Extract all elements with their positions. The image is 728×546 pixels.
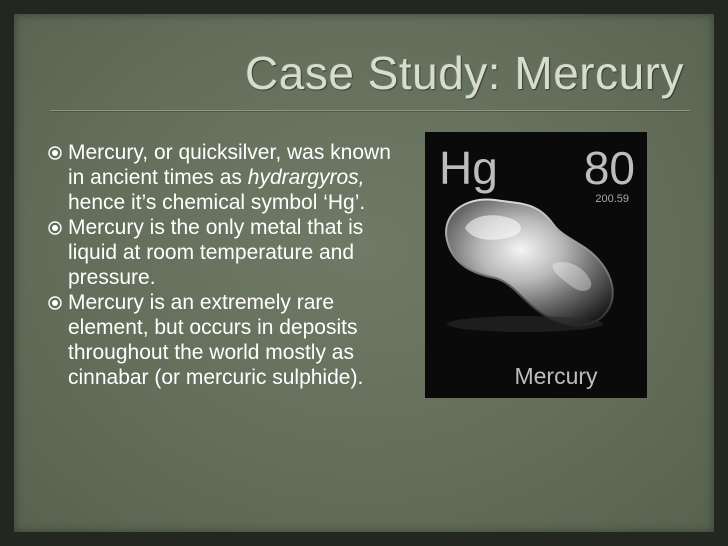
- title-divider: [50, 110, 690, 111]
- bullet-text: Mercury is an extremely rare element, but occurs in deposits throughout the world mostly as cinnabar (or mercuric sulphide).: [68, 291, 364, 389]
- circled-dot-icon: [48, 296, 62, 310]
- atomic-number: 80: [583, 142, 635, 194]
- bullet-text: Mercury is the only metal that is liquid at room temperature and pressure.: [68, 216, 364, 289]
- element-name: Mercury: [514, 363, 598, 389]
- mercury-element-image: [425, 132, 647, 398]
- bullet-item: [48, 215, 408, 290]
- bullet-italic-text: hydrargyros,: [247, 166, 365, 189]
- circled-dot-icon: [48, 146, 62, 160]
- slide-title: Case Study: Mercury: [245, 47, 684, 99]
- bullet-item: [48, 140, 408, 215]
- bullet-list: [48, 140, 408, 390]
- circled-dot-icon: [48, 221, 62, 235]
- mercury-tile-graphic: [425, 132, 647, 398]
- bullet-text: Mercury, or quicksilver, was known in ancient times as: [68, 141, 391, 189]
- bullet-text-continued: hence it’s chemical symbol ‘Hg’.: [68, 191, 366, 214]
- atomic-mass: 200.59: [595, 193, 629, 205]
- bullet-item: [48, 290, 408, 390]
- element-symbol: Hg: [439, 142, 498, 194]
